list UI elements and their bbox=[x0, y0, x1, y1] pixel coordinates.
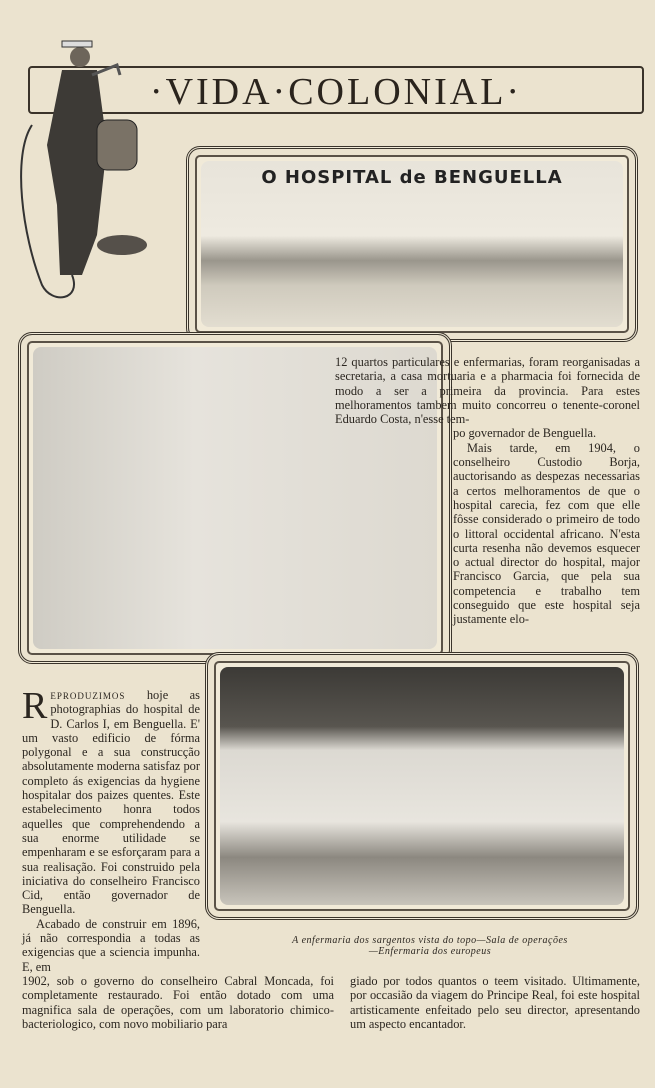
drop-cap: R bbox=[22, 685, 48, 727]
left-column-wide bbox=[22, 974, 334, 1031]
paragraph: po governador de Benguella. bbox=[453, 426, 597, 441]
right-column-narrow bbox=[453, 426, 640, 626]
photo-title: O HOSPITAL de BENGUELLA bbox=[261, 167, 563, 188]
paragraph bbox=[22, 685, 200, 917]
left-column bbox=[22, 685, 200, 974]
paragraph: 1902, sob o governo do conselheiro Cabral Moncada, foi completamente restaurado. Foi então dotado com uma magnifica sala de operações, com um laboratorio chimico-bacteriologico, com novo mobiliario para bbox=[22, 973, 334, 1031]
paragraph: 12 quartos particulares e enfermarias, foram reorganisadas a secretaria, a casa mortuaria e a pharmacia foi fornecida de modo a ser a primeira da provincia. Para estes melhoramentos tambem muito concorreu o tenente-coronel Eduardo Costa, n'esse tem- bbox=[335, 355, 640, 427]
paragraph: Acabado de construir em 1896, já não correspondia a todas as exigencias que a sciencia impunha. E, em bbox=[22, 916, 200, 974]
paragraph: Mais tarde, em 1904, o conselheiro Custodio Borja, auctorisando as despezas necessarias a certos melhoramentos de que o hospital carecia, fez com que elle fôsse considerado o primeiro de todo o littoral occidental africano. N'esta curta resenha não devemos esquecer o actual director do hospital, major Francisco Garcia, que pela sua competencia e trabalho tem conseguido que este hospital seja justamente elo- bbox=[453, 440, 640, 627]
paragraph-text: hoje as photographias do hospital de D. Carlos I, em Benguella. E' um vasto edificio de fórma polygonal e a sua construcção absolutamente moderna satisfaz por completo ás exigencias da hygiene hospitalar dos paizes quentes. Este estabelecimento honra todos aquelles que comprehendendo a sua enorme utilidade se empenharam e se esforçaram para a sua realisação. Foi construido pela iniciativa do conselheiro Francisco Cid, então governador de Benguella. bbox=[22, 688, 200, 917]
page-title: ·VIDA·COLONIAL· bbox=[149, 71, 523, 113]
right-column bbox=[335, 355, 640, 627]
lead-word: eproduzimos bbox=[50, 688, 126, 702]
hospital-exterior-photo bbox=[186, 146, 638, 342]
paragraph: giado por todos quantos o teem visitado. Ultimamente, por occasião da viagem do Principe Real, foi este hospital artisticamente enfeitado pelo seu director, apresentando um aspecto encantador. bbox=[350, 974, 640, 1031]
caption-line: A enfermaria dos sargentos vista do topo—Sala de operações bbox=[292, 935, 568, 946]
right-column-wide bbox=[335, 355, 640, 426]
caption-line: —Enfermaria dos europeus bbox=[368, 946, 492, 957]
sailor-bugler-illustration bbox=[12, 35, 152, 305]
left-column-flow bbox=[22, 685, 334, 1031]
bottom-right-column bbox=[350, 974, 640, 1031]
photo-caption bbox=[230, 935, 630, 957]
